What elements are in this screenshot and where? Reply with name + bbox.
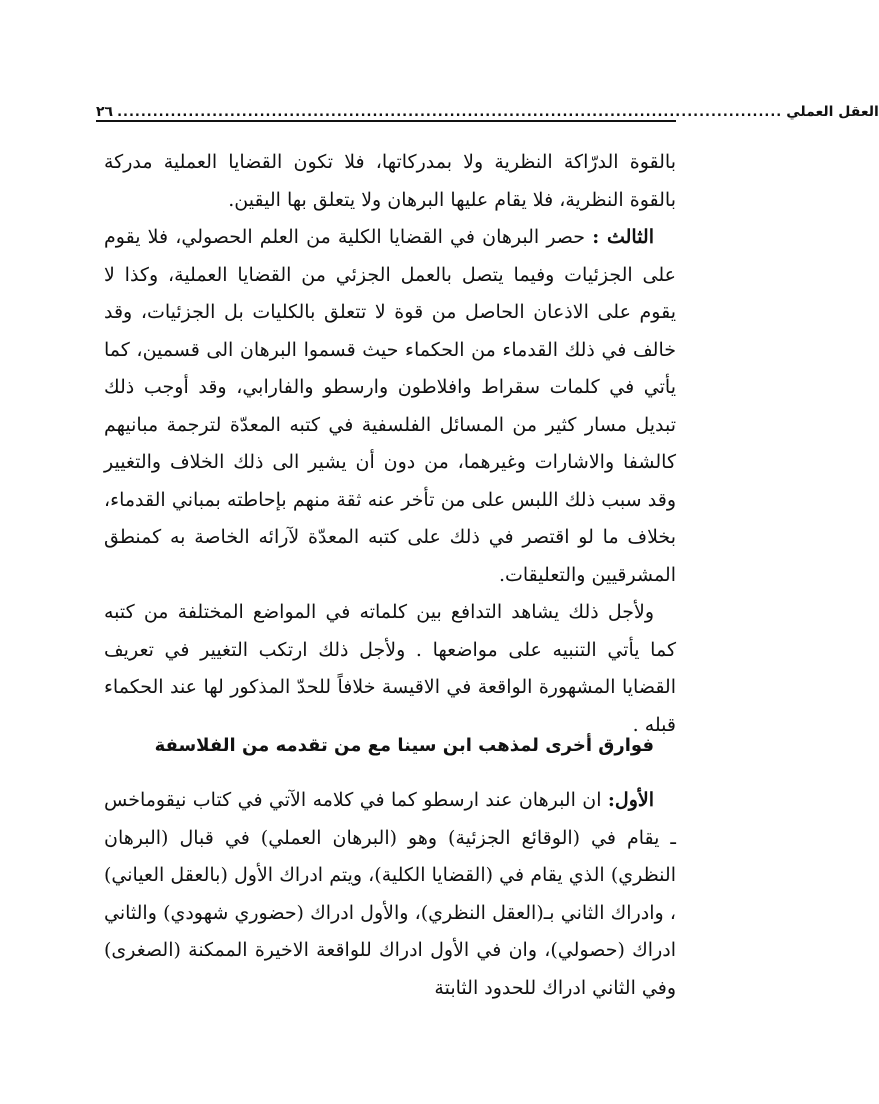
paragraph-2 <box>104 219 676 594</box>
header-leader-dots: ................................................................................................................ <box>117 105 783 120</box>
page-number: ٢٦ <box>96 104 114 120</box>
paragraph-2-text: حصر البرهان في القضايا الكلية من العلم الحصولي، فلا يقوم على الجزئيات وفيما يتصل بالعمل الجزئي من القضايا العملية، وكذا لا يقوم على الاذعان الحاصل من قوة لا تتعلق بالكليات بل الجزئيات، وقد خالف في ذلك القدماء من الحكماء حيث قسموا البرهان الى قسمين، كما يأتي في كلمات سقراط وافلاطون وارسطو والفارابي، وقد أوجب ذلك تبديل مسار كثير من المسائل الفلسفية في كتبه المعدّة لترجمة مبانيهم كالشفا والاشارات وغيرهما، من دون أن يشير الى ذلك الخلاف والتغيير وقد سبب ذلك اللبس على من تأخر عنه ثقة منهم بإحاطته بمباني القدماء، بخلاف ما لو اقتصر في ذلك على كتبه المعدّة لآرائه الخاصة به كمنطق المشرقيين والتعليقات. <box>104 226 676 586</box>
main-text <box>104 144 676 744</box>
paragraph-4-text: ان البرهان عند ارسطو كما في كلامه الآتي في كتاب نيقوماخس ـ يقام في (الوقائع الجزئية) وهو (البرهان العملي) في قبال (البرهان النظري) الذي يقام في (القضايا الكلية)، ويتم ادراك الأول (بالعقل العياني) ، وادراك الثاني بـ(العقل النظري)، والأول ادراك (حضوري شهودي) والثاني ادراك (حصولي)، وان في الأول ادراك للواقعة الاخيرة الممكنة (الصغرى) وفي الثاني ادراك للحدود الثابتة <box>104 789 676 999</box>
paragraph-4-lead: الأول: <box>607 789 654 811</box>
running-header <box>96 92 879 122</box>
paragraph-1: بالقوة الدرّاكة النظرية ولا بمدركاتها، فلا تكون القضايا العملية مدركة بالقوة النظرية، فلا يقام عليها البرهان ولا يتعلق بها اليقين. <box>104 151 676 211</box>
paragraph-3: ولأجل ذلك يشاهد التدافع بين كلماته في المواضع المختلفة من كتبه كما يأتي التنبيه على مواضعها . ولأجل ذلك ارتكب التغيير في تعريف القضايا المشهورة الواقعة في الاقيسة خلافاً للحدّ المذكور لها عند الحكماء قبله . <box>104 601 676 736</box>
section-text <box>104 782 676 1007</box>
paragraph-2-lead: الثالث : <box>592 226 654 248</box>
header-title: العقل العملي <box>786 104 879 120</box>
paragraph-4 <box>104 782 676 1007</box>
section-heading: فوارق أخرى لمذهب ابن سينا مع من تقدمه من الفلاسفة <box>154 735 654 756</box>
